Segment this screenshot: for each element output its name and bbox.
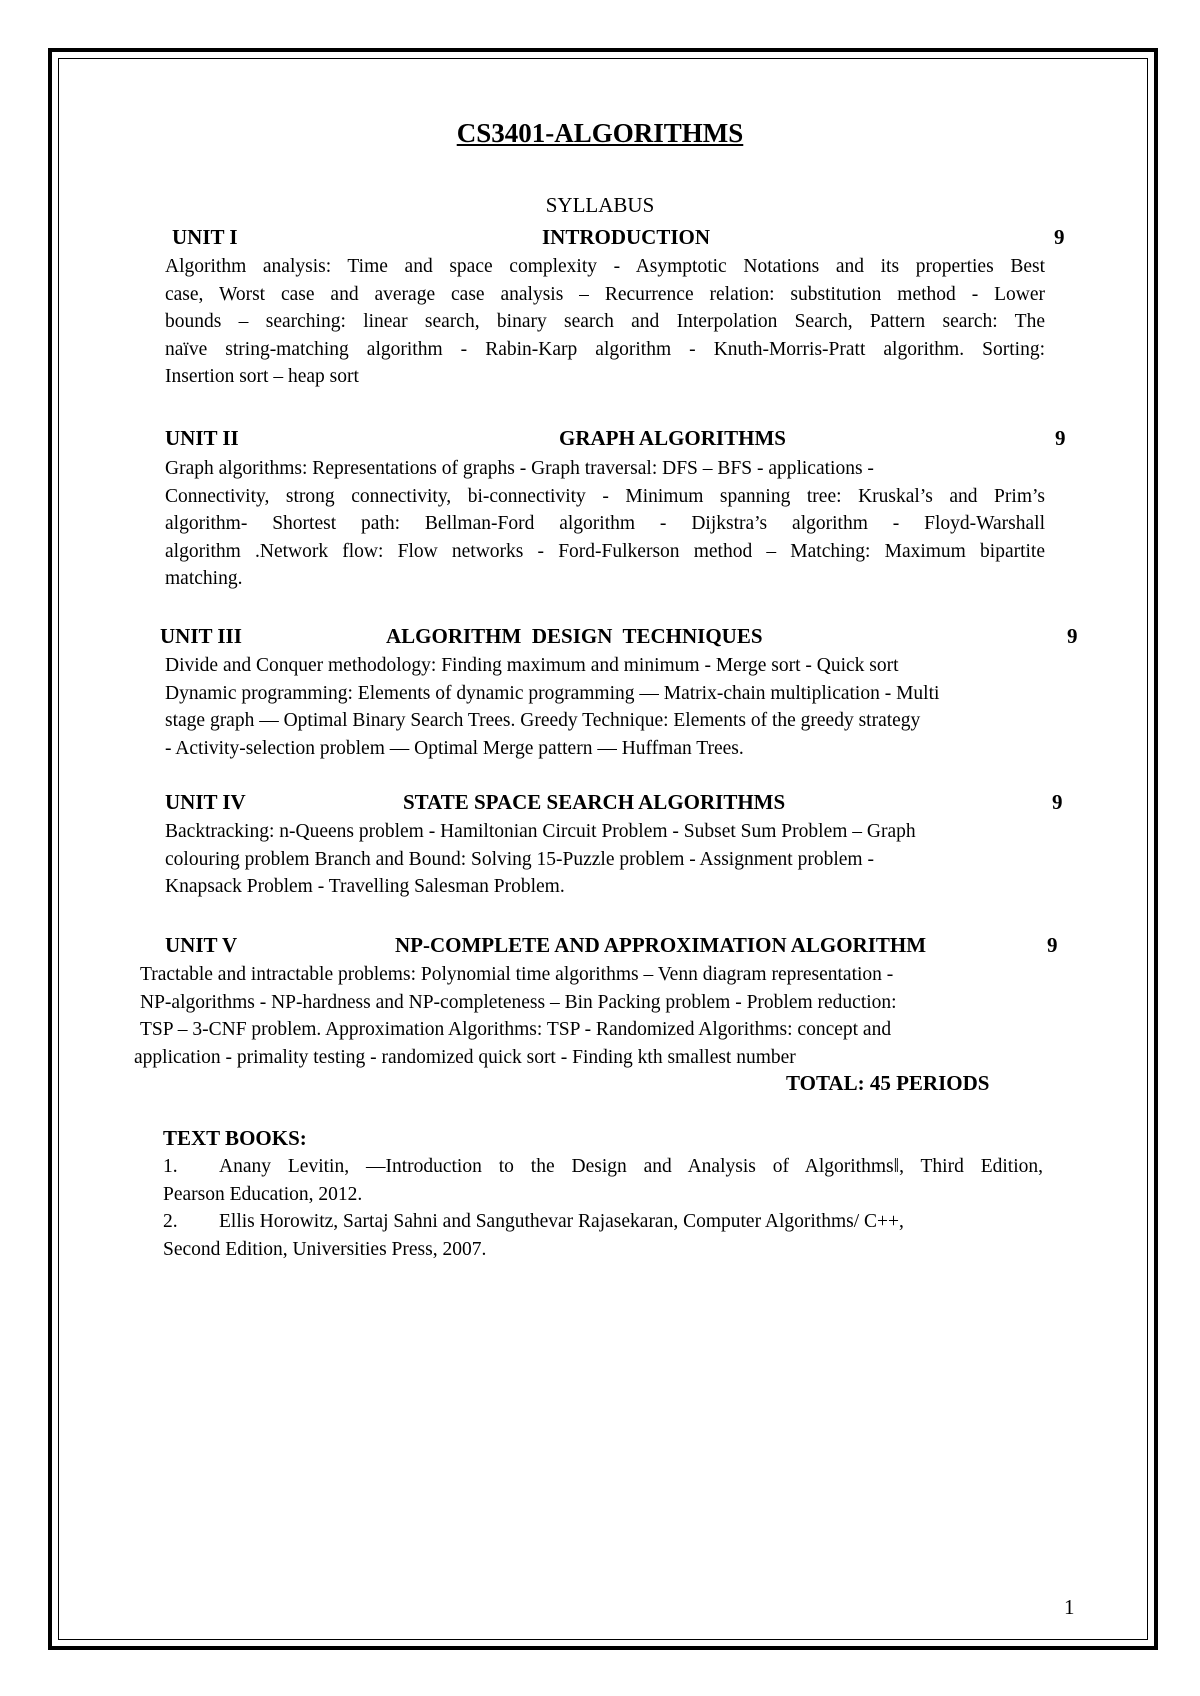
unit-2-line: matching.: [165, 568, 243, 589]
unit-4-title: STATE SPACE SEARCH ALGORITHMS: [403, 790, 786, 814]
unit-5-line: NP-algorithms - NP-hardness and NP-completeness – Bin Packing problem - Problem reduction:: [140, 991, 897, 1013]
unit-1-line: naïve string-matching algorithm - Rabin-Karp algorithm - Knuth-Morris-Pratt algorithm. Sorting:: [165, 338, 1045, 360]
unit-1-hours: 9: [1054, 225, 1065, 249]
unit-5-content: [134, 961, 1014, 1071]
unit-2-line: algorithm .Network flow: Flow networks - Ford-Fulkerson method – Matching: Maximum bipartite: [165, 540, 1045, 562]
unit-3-hours: 9: [1067, 624, 1078, 648]
unit-1-line: Algorithm analysis: Time and space complexity - Asymptotic Notations and its properties Best: [165, 256, 1045, 277]
unit-3-content: [165, 652, 1050, 762]
text-book-item: [163, 1153, 1043, 1208]
text-book-citation-cont: Pearson Education, 2012.: [163, 1183, 363, 1205]
unit-5-title: NP-COMPLETE AND APPROXIMATION ALGORITHM: [395, 933, 927, 957]
unit-3-line: - Activity-selection problem — Optimal Merge pattern — Huffman Trees.: [165, 737, 744, 759]
unit-4-line: colouring problem Branch and Bound: Solving 15-Puzzle problem - Assignment problem -: [165, 848, 874, 870]
unit-1-line: bounds – searching: linear search, binary search and Interpolation Search, Pattern search: The: [165, 311, 1045, 332]
unit-2-title: GRAPH ALGORITHMS: [559, 426, 786, 450]
unit-2-name: UNIT II: [165, 426, 239, 450]
unit-4-content: [165, 818, 1045, 901]
text-books-heading: TEXT BOOKS:: [163, 1126, 307, 1150]
unit-2-line: Connectivity, strong connectivity, bi-connectivity - Minimum spanning tree: Kruskal’s and Prim’s: [165, 485, 1045, 507]
unit-2-content: [165, 455, 1045, 593]
unit-2-hours: 9: [1055, 426, 1066, 450]
unit-3-name: UNIT III: [160, 624, 242, 648]
unit-3-line: Dynamic programming: Elements of dynamic programming — Matrix-chain multiplication - Multi: [165, 682, 940, 704]
page-number: 1: [1064, 1595, 1075, 1619]
syllabus-heading: SYLLABUS: [545, 193, 655, 217]
unit-3-line: stage graph — Optimal Binary Search Trees. Greedy Technique: Elements of the greedy strategy: [165, 710, 921, 731]
unit-1-content: [165, 253, 1045, 391]
text-book-citation-cont: Second Edition, Universities Press, 2007.: [163, 1238, 487, 1260]
text-book-citation: Ellis Horowitz, Sartaj Sahni and Sanguthevar Rajasekaran, Computer Algorithms/ C++,: [219, 1211, 904, 1232]
unit-1-line: case, Worst case and average case analysis – Recurrence relation: substitution method - Lower: [165, 283, 1045, 305]
unit-3-title: ALGORITHM DESIGN TECHNIQUES: [386, 624, 763, 648]
text-book-number: 1.: [163, 1156, 178, 1177]
unit-1-line: Insertion sort – heap sort: [165, 366, 359, 387]
unit-5-line: application - primality testing - randomized quick sort - Finding kth smallest number: [134, 1046, 796, 1068]
unit-5-hours: 9: [1047, 933, 1058, 957]
unit-1-name: UNIT I: [172, 225, 238, 249]
text-book-citation: Anany Levitin, ―Introduction to the Design and Analysis of Algorithms‖, Third Edition,: [219, 1156, 1043, 1177]
text-book-item: [163, 1208, 1043, 1263]
unit-2-line: algorithm- Shortest path: Bellman-Ford algorithm - Dijkstra’s algorithm - Floyd-Warshall: [165, 513, 1045, 534]
unit-3-line: Divide and Conquer methodology: Finding maximum and minimum - Merge sort - Quick sort: [165, 655, 899, 676]
total-periods: TOTAL: 45 PERIODS: [786, 1071, 990, 1095]
unit-5-line: TSP – 3-CNF problem. Approximation Algorithms: TSP - Randomized Algorithms: concept and: [140, 1019, 892, 1040]
unit-4-hours: 9: [1052, 790, 1063, 814]
text-book-number: 2.: [163, 1211, 178, 1232]
unit-4-line: Knapsack Problem - Travelling Salesman Problem.: [165, 876, 565, 897]
unit-5-line: Tractable and intractable problems: Polynomial time algorithms – Venn diagram representation -: [140, 964, 894, 985]
course-title: CS3401-ALGORITHMS: [456, 118, 744, 148]
unit-5-name: UNIT V: [165, 933, 238, 957]
text-books-list: [163, 1153, 1043, 1263]
unit-4-name: UNIT IV: [165, 790, 246, 814]
unit-2-line: Graph algorithms: Representations of graphs - Graph traversal: DFS – BFS - applications -: [165, 458, 874, 479]
unit-1-title: INTRODUCTION: [542, 225, 711, 249]
unit-4-line: Backtracking: n-Queens problem - Hamiltonian Circuit Problem - Subset Sum Problem – Graph: [165, 821, 916, 842]
